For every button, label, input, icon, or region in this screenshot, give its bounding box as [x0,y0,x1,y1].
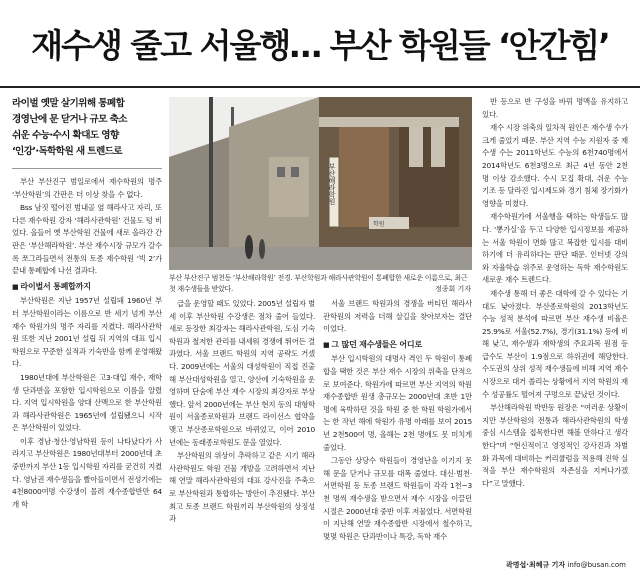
paragraph: 부산 부산진구 범일로에서 재수학원의 명주 ‘부산학원’의 간판은 더 이상 찾을 수 없다. [12,177,162,199]
photo-caption: 부산 부산진구 범천동 ‘부산해라학원’ 전경. 부산학원과 해라사관학원이 통폐합한 새로운 이름으로, 최근 첫 재수생들을 받았다. [169,274,468,293]
article-column-3 [323,298,472,544]
paragraph: 재수생 통해 더 좋은 대학에 갈 수 있다는 기대도 낮아졌다. 부산종로학원의 2013학년도 수능 성적 분석에 따르면 부산 재수생 비율은 25.9%로 서울(52.7%), 경기(31.1%) 등에 비해 낮고, 재수생과 재학생의 주요과목 원점 등급수도 부산이 1.9점으로 하위권에 해당한다. 수도권의 상위 성적 재수생들에 비해 지역 재수 시장으로 대거 쏠리는 상황에서 지역 학원의 재수 성공률도 떨어져 구멍으로 끝났던 것이다. [482,288,628,399]
paragraph: 1980년대에 부산학원은 고3·대입 재수, 재학생 단과반을 포함한 입시학원으로 이름을 알렸다. 지역 입시학원을 양대 산맥으로 한 부산학원과 해라사관학원은 1965년에 설립됐으니 시작은 부산학원이 있었다. [12,372,162,433]
subheadline-deck [12,96,162,169]
headline: 재수생 줄고 서울행… 부산 학원들 ‘안간힘’ [31,25,609,65]
section-subheading: ■ 라이벌서 통폐합까지 [12,281,162,294]
photo-illustration [169,97,472,270]
paragraph: 반 등으로 반 구성을 바꿔 명맥을 유지하고 있다. [482,97,628,119]
photo-credit: 정종회 기자 [434,285,471,293]
street-photo [169,97,472,270]
article-column-2 [169,298,315,527]
paragraph: 부산학원은 지난 1957년 설립돼 1960년 부터 부산학원이라는 이름으로 반 세기 넘게 부산 재수 학원가의 명주 자리를 지켰다. 해라사관학원 또한 지난 2001년 설립 뒤 지역의 대표 입시학원으로 꾸준한 실적과 기숙반을 함께 운영해왔다. [12,296,162,369]
paragraph: 부산해라학원 박반동 원장은 “여러운 상황이지만 부산학원의 전통과 해라사관학원의 학생 중심 시스템을 접목한다면 해볼 만하다고 생각한다”며 “현신적이고 영정적인 강사진과 차별화 과목에 대비하는 커리큘럼을 적용해 진학 실적을 부산 재수학원의 자존심을 지켜나가겠다”고 말했다. [482,403,628,488]
paragraph: 급을 운영할 때도 있었다. 2005년 설립자 별세 이후 부산학원 수강생은 점차 줄어 들었다. 새로 등장한 최강자는 해라사관학원, 도심 기숙학원과 철저한 관리를 내세워 경쟁에 뛰어든 결과였다. 서울 브랜드 학원의 지역 공략도 거셌다. 2009년에는 서울의 대성학원이 직접 진출해 부산대성학원을 열고, 양산에 기숙학원을 운영하며 단숨에 부산 재수 시장의 최강자로 부상했다. 앞서 2000년에는 부산 현지 동의 대형학원이 서울종로학원과 브랜드 라이선스 협약을 맺고 부산종로학원으로 바뀌었고, 이어 2010년에는 동래종로학원도 문을 열었다. [169,299,315,447]
paragraph: 그동안 상당수 학원들이 경영난을 이기지 못해 문을 닫거나 규모를 대폭 줄였다. 대신·범천·서면학원 등 토종 브랜드 학원들이 각각 1천~3천 명씩 재수생을 받으면서 재수 시장을 이끌던 시절은 2000년대 중반 이후 저물었다. 서면학원이 지난해 연말 재수종합반 시장에서 철수하고, 몇몇 학원은 단과반이나 특강, 독학 재수 [323,456,472,541]
paragraph: 서울 브랜드 학원과의 경쟁을 버티던 해라사관학원의 저력을 더해 살길을 찾아보자는 결단이었다. [323,299,472,334]
paragraph: 재수 시장 위축의 일차적 원인은 재수생 수가 크게 줄었기 때문. 부산 지역 수능 지원자 중 재수생 수는 2011학년도 수능의 6천740명에서 2014학년도 6천3명으로 최근 4년 동안 2천 명 이상 감소했다. 수시 모집 확대, 쉬운 수능 기조 등 달라진 입시제도와 경기 침체 장기화가 영향을 미쳤다. [482,123,628,208]
building-sign: 부산해라학원 [328,163,336,205]
paragraph: 이후 경남·청산·영남학원 등이 나타났다가 사라지고 부산학원은 1980년대부터 2000년대 초중반까지 부산 1등 입시학원 자리를 굳건히 지켰다. 영남권 재수생들을 빨아들이면서 전성기에는 4천8000여명 수강생이 몰려 재수종합반만 64개 학 [12,436,162,509]
deck-line: 경영난에 문 닫거나 규모 축소 [12,114,127,125]
paragraph: 재수학원가에 서울행을 택하는 학생들도 많다. ‘뽕가실’을 두고 다양한 입시정보를 제공하는 서울 학원이 면화 많고 복잡한 입시를 대비하기에 더 유리하다는 판단 때문. 인터넷 강의와 자율학습 위주로 운영하는 독학 재수학원도 새로운 재수 트렌드다. [482,212,628,285]
deck-line: 쉬운 수능·수시 확대도 영향 [12,130,119,141]
byline-email: info@busan.com [567,561,626,569]
article-column-4 [482,96,628,491]
building-sign: 학원 [373,221,385,228]
deck-line: 라이벌 옛말 살기위해 통폐합 [12,98,125,109]
article-column-1 [12,176,162,512]
byline-reporters: 곽명섭·최혜규 기자 [506,561,566,569]
paragraph: 부산학원의 위상이 추락하고 같은 시기 해라사관학원도 학원 건물 개발을 고려하면서 지난해 연말 해라사관학원의 대표 강사진을 주축으로 부산학원과 통합하는 방안이 추진됐다. 부산 최고 토종 브랜드 학원끼리 부산학원의 상징성과 [169,451,315,524]
section-subheading: ■ 그 많던 재수생들은 어디로 [323,339,472,352]
byline [506,560,626,570]
deck-line: ‘인강’·독학학원 새 트렌드로 [12,146,122,157]
paragraph: 부산 입시학원의 대명사 격인 두 학원이 통폐합을 택한 것은 부산 재수 시장의 위축을 단적으로 보여준다. 학원가에 따르면 부산 지역의 학원 재수종합반 원생 총규모는 2000년대 초반 1만 명에 육박하던 것을 학원 중 한 학원 학원가에서는 한 작년 해에 학원가 유명 아래를 보여 2015년 2천500여 명, 올해는 2천 명에도 못 미치게 줄었다. [323,354,472,452]
paragraph: Bss 남짓 떨어진 범내골 옆 해라사고 자리, 또다른 재수학원 강자 ‘해라사관학원’ 건물도 텅 비었다. 올들어 옛 부산학원 건물에 새로 올라간 간판은 ‘부산해라학원’. 부산 재수시장 규모가 갈수록 쪼그라들면서 전통의 토종 재수학원 ‘빅 2’가 끝내 통폐합에 나선 결과다. [12,203,162,276]
headline-bar [0,0,640,88]
